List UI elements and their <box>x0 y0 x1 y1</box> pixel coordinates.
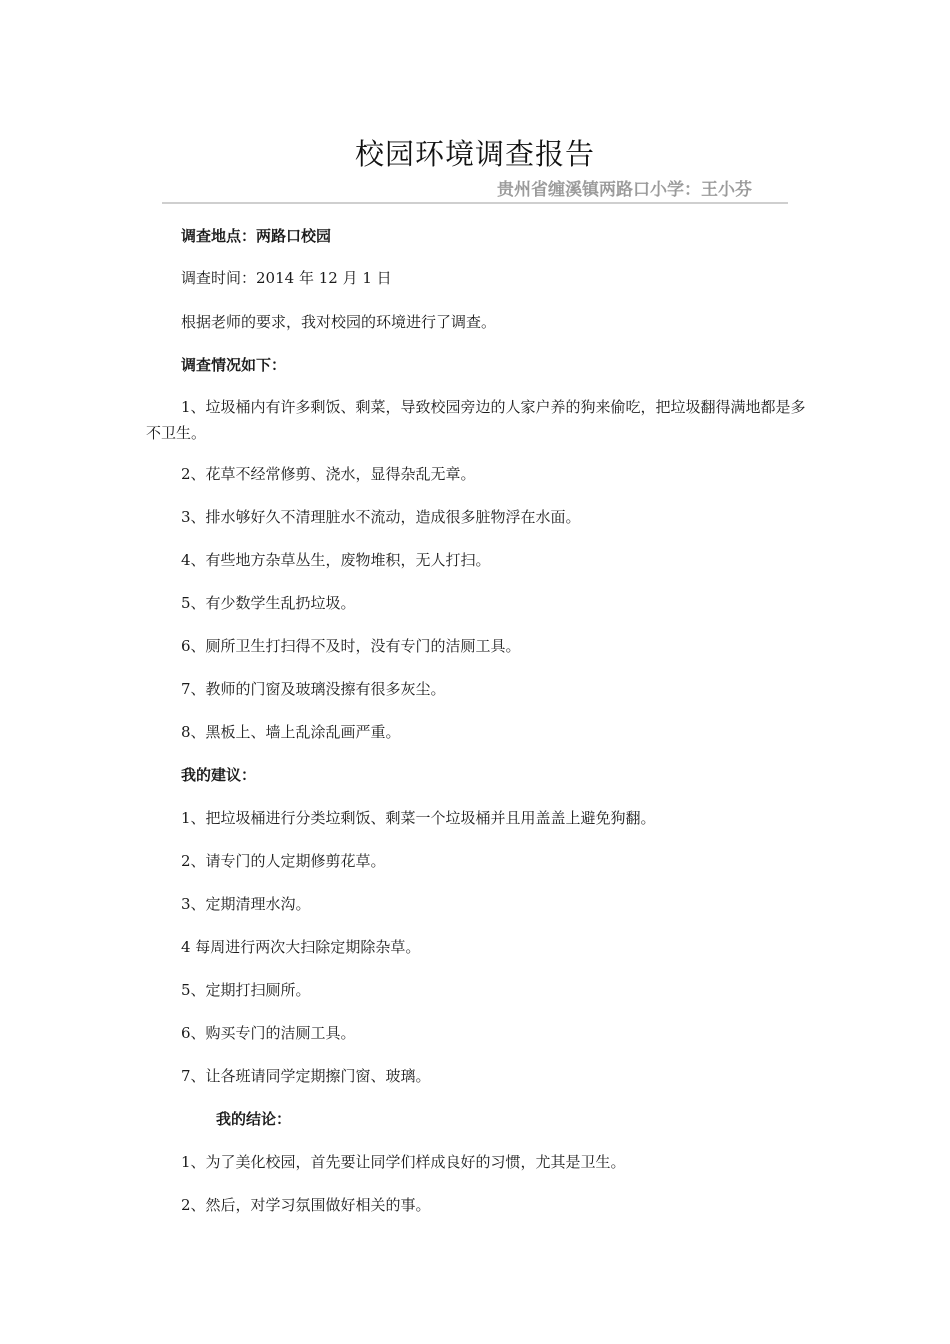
finding-item: 8、黑板上、墙上乱涂乱画严重。 <box>181 723 401 741</box>
suggestion-item: 2、请专门的人定期修剪花草。 <box>181 852 386 870</box>
suggestions-heading: 我的建议： <box>181 766 257 784</box>
header-divider <box>162 202 788 204</box>
suggestion-item: 7、让各班请同学定期擦门窗、玻璃。 <box>181 1067 431 1085</box>
finding-item: 6、厕所卫生打扫得不及时，没有专门的洁厕工具。 <box>181 637 521 655</box>
finding-item: 3、排水够好久不清理脏水不流动，造成很多脏物浮在水面。 <box>181 508 581 526</box>
conclusion-heading: 我的结论： <box>216 1110 292 1128</box>
suggestion-item: 6、购买专门的洁厕工具。 <box>181 1024 356 1042</box>
suggestion-item: 5、定期打扫厕所。 <box>181 981 311 999</box>
finding-item: 5、有少数学生乱扔垃圾。 <box>181 594 356 612</box>
finding-item: 7、教师的门窗及玻璃没擦有很多灰尘。 <box>181 680 446 698</box>
survey-time: 调查时间：2014 年 12 月 1 日 <box>181 269 392 287</box>
suggestion-item: 1、把垃圾桶进行分类垃剩饭、剩菜一个垃圾桶并且用盖盖上避免狗翻。 <box>181 809 656 827</box>
author-line: 贵州省缠溪镇两路口小学：王小芬 <box>497 180 752 200</box>
finding-item: 2、花草不经常修剪、浇水，显得杂乱无章。 <box>181 465 476 483</box>
finding-item: 4、有些地方杂草丛生，废物堆积，无人打扫。 <box>181 551 491 569</box>
survey-location: 调查地点：两路口校园 <box>181 227 332 245</box>
document-title: 校园环境调查报告 <box>354 137 595 171</box>
conclusion-item: 2、然后，对学习氛围做好相关的事。 <box>181 1196 431 1214</box>
intro-paragraph: 根据老师的要求，我对校园的环境进行了调查。 <box>181 313 497 331</box>
conclusion-item: 1、为了美化校园，首先要让同学们样成良好的习惯，尤其是卫生。 <box>181 1153 626 1171</box>
suggestion-item: 3、定期清理水沟。 <box>181 895 311 913</box>
findings-heading: 调查情况如下： <box>181 356 287 374</box>
finding-item: 1、垃圾桶内有许多剩饭、剩菜，导致校园旁边的人家户养的狗来偷吃，把垃圾翻得满地都是多不卫生。 <box>146 398 806 442</box>
suggestion-item: 4 每周进行两次大扫除定期除杂草。 <box>181 938 421 956</box>
